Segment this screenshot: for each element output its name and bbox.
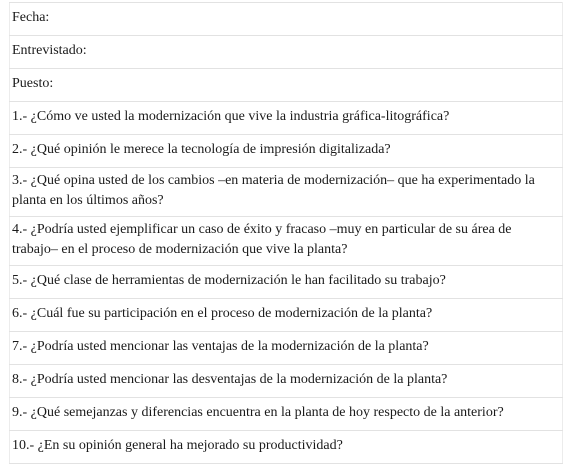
question-10: 10.- ¿En su opinión general ha mejorado su productividad? — [10, 431, 563, 464]
question-1: 1.- ¿Cómo ve usted la modernización que vive la industria gráfica-litográfica? — [10, 102, 563, 135]
question-8: 8.- ¿Podría usted mencionar las desventajas de la modernización de la planta? — [10, 365, 563, 398]
date-label: Fecha: — [10, 3, 563, 36]
question-row — [10, 135, 563, 168]
interview-form-table — [9, 2, 563, 464]
question-row — [10, 299, 563, 332]
date-row — [10, 3, 563, 36]
question-5: 5.- ¿Qué clase de herramientas de modernización le han facilitado su trabajo? — [10, 266, 563, 299]
position-label: Puesto: — [10, 69, 563, 102]
interviewee-row — [10, 36, 563, 69]
question-7: 7.- ¿Podría usted mencionar las ventajas de la modernización de la planta? — [10, 332, 563, 365]
question-row — [10, 332, 563, 365]
question-row — [10, 102, 563, 135]
question-row — [10, 217, 563, 266]
question-row — [10, 365, 563, 398]
question-row — [10, 398, 563, 431]
question-row — [10, 168, 563, 217]
question-4: 4.- ¿Podría usted ejemplificar un caso de éxito y fracaso –muy en particular de su área de trabajo– en el proceso de modernización que vive la planta? — [10, 217, 563, 266]
question-3: 3.- ¿Qué opina usted de los cambios –en materia de modernización– que ha experimentado la planta en los últimos años? — [10, 168, 563, 217]
question-6: 6.- ¿Cuál fue su participación en el proceso de modernización de la planta? — [10, 299, 563, 332]
question-row — [10, 266, 563, 299]
interviewee-label: Entrevistado: — [10, 36, 563, 69]
position-row — [10, 69, 563, 102]
question-9: 9.- ¿Qué semejanzas y diferencias encuentra en la planta de hoy respecto de la anterior? — [10, 398, 563, 431]
question-2: 2.- ¿Qué opinión le merece la tecnología de impresión digitalizada? — [10, 135, 563, 168]
question-row — [10, 431, 563, 464]
